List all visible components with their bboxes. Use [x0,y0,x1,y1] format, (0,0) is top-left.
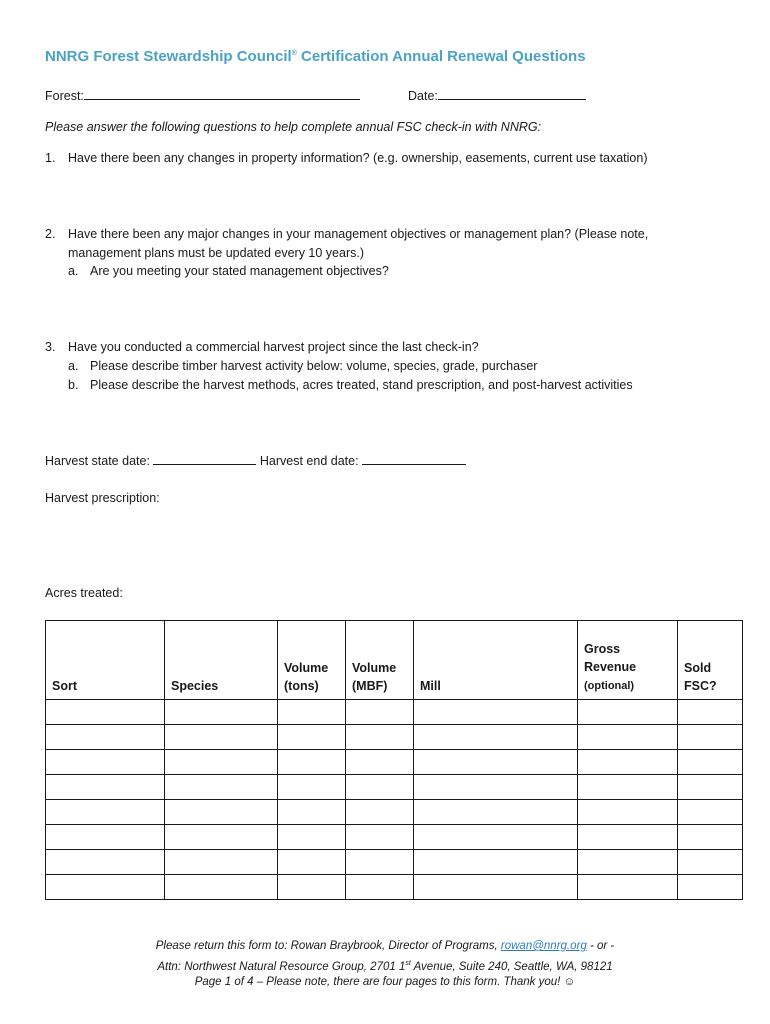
date-label: Date: [408,89,438,103]
table-cell[interactable] [414,875,578,900]
question-3b-letter: b. [68,378,79,392]
question-3-number: 3. [45,340,56,354]
table-cell[interactable] [678,825,743,850]
table-row [46,775,743,800]
table-row [46,850,743,875]
title-text-part1: NNRG Forest Stewardship Council [45,48,292,65]
harvest-prescription-label: Harvest prescription: [45,491,160,505]
table-cell[interactable] [46,700,165,725]
table-cell[interactable] [165,725,278,750]
table-cell[interactable] [278,725,346,750]
page-title [45,48,586,65]
table-cell[interactable] [165,875,278,900]
table-row [46,800,743,825]
harvest-table [45,620,743,900]
table-row [46,750,743,775]
forest-input-line[interactable] [84,87,360,100]
question-1-number: 1. [45,151,56,165]
header-volume-tons: Volume (tons) [278,621,346,700]
table-cell[interactable] [346,825,414,850]
table-cell[interactable] [346,800,414,825]
table-cell[interactable] [165,750,278,775]
table-cell[interactable] [578,775,678,800]
table-cell[interactable] [165,775,278,800]
table-cell[interactable] [346,700,414,725]
table-cell[interactable] [578,700,678,725]
table-row [46,825,743,850]
table-cell[interactable] [165,700,278,725]
table-cell[interactable] [278,825,346,850]
date-field [408,87,586,105]
email-link[interactable]: rowan@nnrg.org [500,940,587,952]
table-row [46,700,743,725]
header-sold-fsc: Sold FSC? [678,621,743,700]
question-2-text-line1: Have there been any major changes in your management objectives or management plan? (Please note, [68,227,649,241]
header-species: Species [165,621,278,700]
table-cell[interactable] [678,725,743,750]
title-text-part2: Certification Annual Renewal Questions [296,48,586,65]
table-cell[interactable] [46,775,165,800]
table-cell[interactable] [346,725,414,750]
registered-mark: ® [291,50,297,57]
question-2-number: 2. [45,227,56,241]
table-cell[interactable] [165,850,278,875]
table-cell[interactable] [278,700,346,725]
question-3b-text: Please describe the harvest methods, acres treated, stand prescription, and post-harvest activities [90,378,633,392]
table-cell[interactable] [46,850,165,875]
table-cell[interactable] [414,725,578,750]
table-cell[interactable] [46,825,165,850]
table-cell[interactable] [414,750,578,775]
table-cell[interactable] [578,850,678,875]
table-cell[interactable] [165,800,278,825]
table-cell[interactable] [678,875,743,900]
question-2a-text: Are you meeting your stated management objectives? [90,264,389,278]
table-cell[interactable] [414,700,578,725]
table-cell[interactable] [278,750,346,775]
table-cell[interactable] [165,825,278,850]
table-cell[interactable] [346,775,414,800]
question-2a-letter: a. [68,264,79,278]
footer-line-2: Attn: Northwest Natural Resource Group, 2701 1st Avenue, Suite 240, Seattle, WA, 98121 [157,960,613,973]
table-cell[interactable] [578,725,678,750]
table-cell[interactable] [678,800,743,825]
question-2-text-line2: management plans must be updated every 10 years.) [68,246,365,260]
table-row [46,875,743,900]
table-body [46,700,743,900]
table-cell[interactable] [346,850,414,875]
table-cell[interactable] [678,850,743,875]
acres-treated-label: Acres treated: [45,586,123,600]
forest-field [45,87,360,105]
table-cell[interactable] [278,875,346,900]
footer-line-1: Please return this form to: Rowan Braybrook, Director of Programs, rowan@nnrg.org - or - [155,940,615,952]
table-cell[interactable] [46,750,165,775]
table-cell[interactable] [278,800,346,825]
date-input-line[interactable] [438,87,586,100]
table-cell[interactable] [414,825,578,850]
forest-label: Forest: [45,89,84,103]
table-cell[interactable] [346,750,414,775]
harvest-start-label: Harvest state date: [45,454,154,468]
table-cell[interactable] [46,725,165,750]
table-cell[interactable] [678,700,743,725]
table-cell[interactable] [278,775,346,800]
table-header-row [46,621,743,700]
header-mill: Mill [414,621,578,700]
table-cell[interactable] [678,750,743,775]
table-cell[interactable] [278,850,346,875]
harvest-end-input-line[interactable] [362,452,466,465]
table-cell[interactable] [346,875,414,900]
table-cell[interactable] [578,825,678,850]
instructions: Please answer the following questions to help complete annual FSC check-in with NNRG: [45,120,542,134]
table-cell[interactable] [414,800,578,825]
table-cell[interactable] [578,800,678,825]
table-cell[interactable] [578,750,678,775]
question-3-text: Have you conducted a commercial harvest project since the last check-in? [68,340,479,354]
table-cell[interactable] [46,800,165,825]
footer-line-3: Page 1 of 4 – Please note, there are four pages to this form. Thank you! ☺ [194,976,576,988]
table-cell[interactable] [414,850,578,875]
question-3a-text: Please describe timber harvest activity below: volume, species, grade, purchaser [90,359,538,373]
harvest-dates [45,452,466,470]
table-cell[interactable] [678,775,743,800]
harvest-start-input-line[interactable] [153,452,256,465]
question-1-text: Have there been any changes in property information? (e.g. ownership, easements, current use taxation) [68,151,648,165]
table-cell[interactable] [578,875,678,900]
harvest-end-label: Harvest end date: [259,454,363,468]
header-sort: Sort [46,621,165,700]
table-row [46,725,743,750]
question-3a-letter: a. [68,359,79,373]
header-gross-revenue: Gross Revenue (optional) [578,621,678,700]
table-cell[interactable] [46,875,165,900]
table-cell[interactable] [414,775,578,800]
header-volume-mbf: Volume (MBF) [346,621,414,700]
